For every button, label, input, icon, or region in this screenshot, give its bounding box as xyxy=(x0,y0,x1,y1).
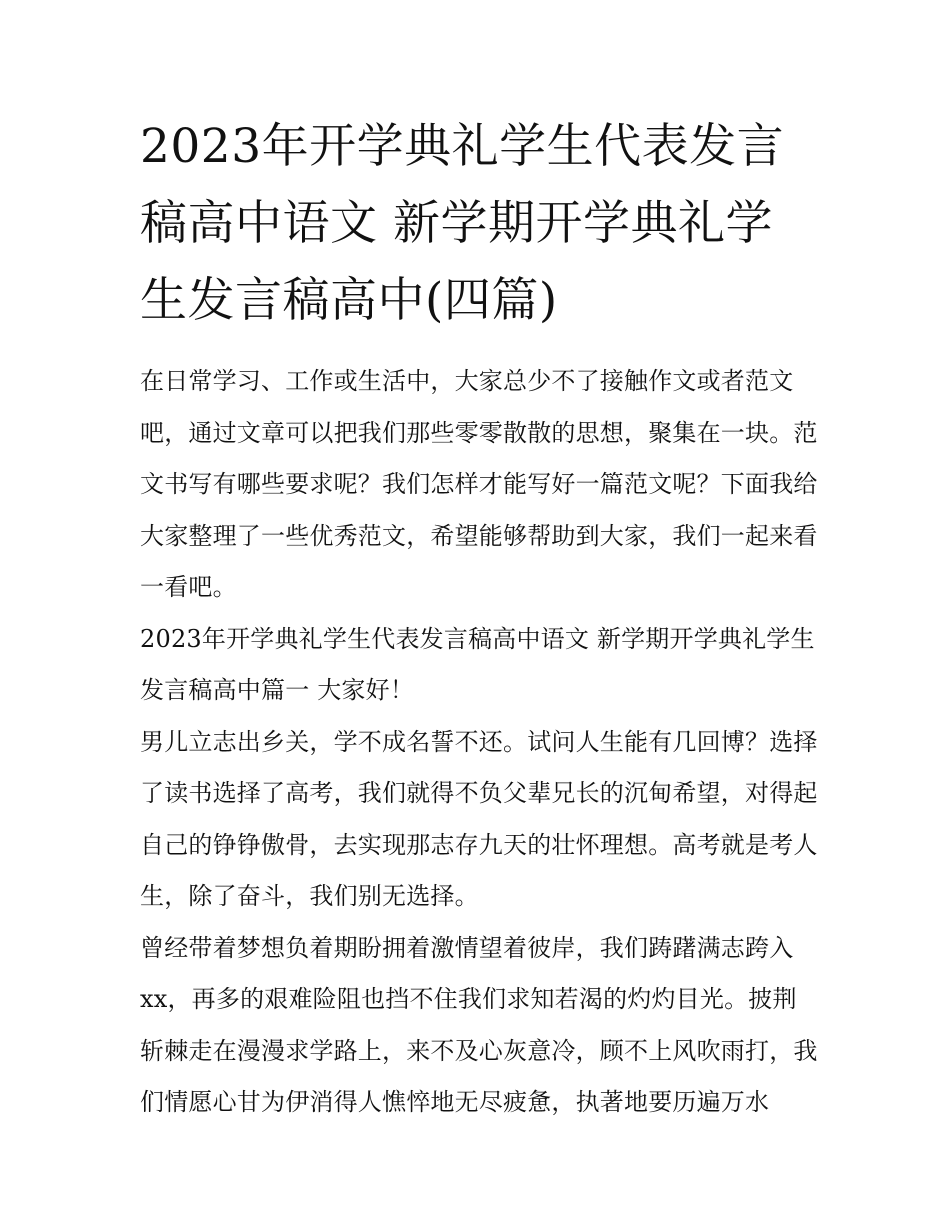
document-body xyxy=(140,356,820,1129)
document-title: 2023年开学典礼学生代表发言稿高中语文 新学期开学典礼学生发言稿高中(四篇) xyxy=(140,119,785,328)
paragraph-aspiration: 男儿立志出乡关，学不成名誓不还。试问人生能有几回博？选择了读书选择了高考，我们就得不负父辈兄长的沉甸希望，对得起自己的铮铮傲骨，去实现那志存九天的壮怀理想。高考就是考人生，除了奋斗，我们别无选择。 xyxy=(140,727,818,910)
paragraph-journey: 曾经带着梦想负着期盼拥着激情望着彼岸，我们踌躇满志跨入xx，再多的艰难险阻也挡不住我们求知若渴的灼灼目光。披荆斩棘走在漫漫求学路上，来不及心灰意冷，顾不上风吹雨打，我们情愿心甘为伊消得人憔悴地无尽疲惫，执著地要历遍万水 xyxy=(140,933,818,1116)
paragraph-heading: 2023年开学典礼学生代表发言稿高中语文 新学期开学典礼学生发言稿高中篇一 大家好！ xyxy=(140,624,815,704)
paragraph-intro: 在日常学习、工作或生活中，大家总少不了接触作文或者范文吧，通过文章可以把我们那些零零散散的思想，聚集在一块。范文书写有哪些要求呢？我们怎样才能写好一篇范文呢？下面我给大家整理了一些优秀范文，希望能够帮助到大家，我们一起来看一看吧。 xyxy=(140,367,818,601)
